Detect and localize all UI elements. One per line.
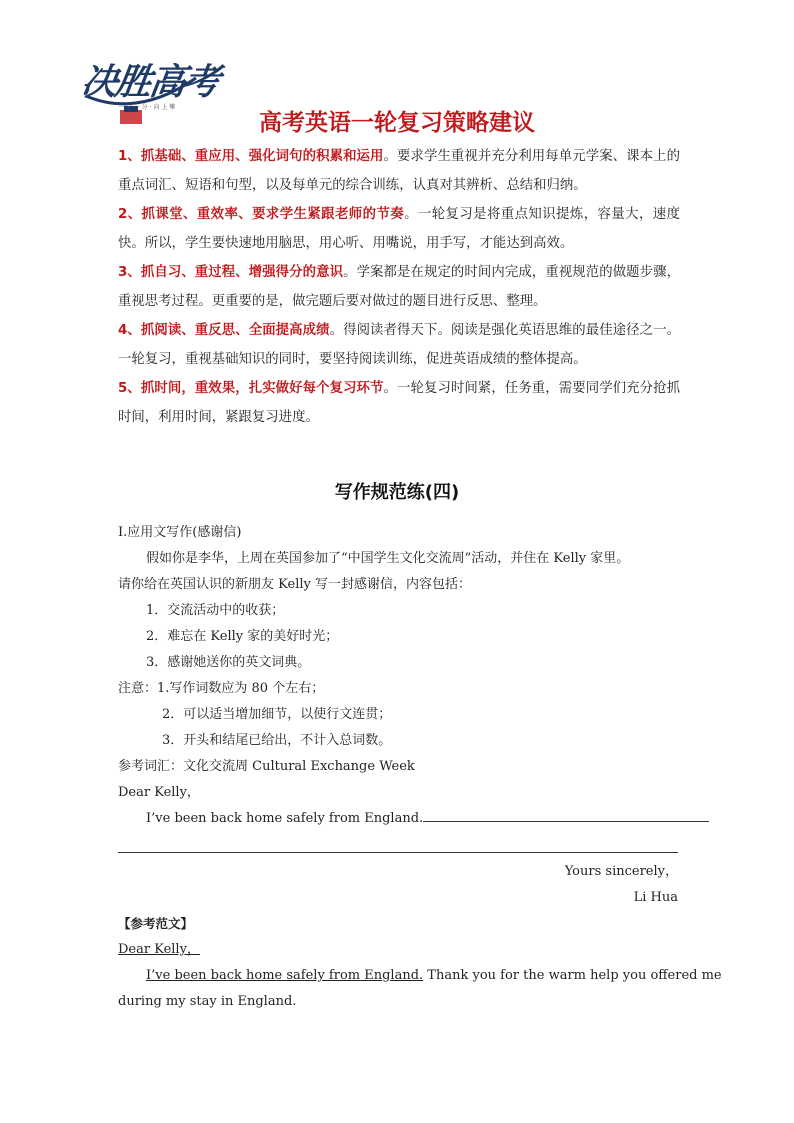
task-point: 2．难忘在 Kelly 家的美好时光； [146, 629, 339, 644]
writing-task [118, 520, 722, 1015]
tip-item [118, 142, 680, 200]
tip-highlight: 2、抓课堂、重效率、要求学生紧跟老师的节奏 [118, 207, 405, 222]
letter-closing: Yours sincerely， [564, 864, 678, 879]
task-notes-label: 注意：1.写作词数应为 80 个左右； [118, 681, 325, 696]
tip-item [118, 374, 680, 432]
sample-line: during my stay in England. [118, 994, 297, 1009]
tip-highlight: 1、抓基础、重应用、强化词句的积累和运用 [118, 149, 384, 164]
letter-salutation: Dear Kelly， [118, 785, 200, 800]
task-prompt-line: 请你给在英国认识的新朋友 Kelly 写一封感谢信，内容包括： [118, 577, 471, 592]
task-prompt-line: 假如你是李华，上周在英国参加了“中国学生文化交流周”活动，并住在 Kelly 家里。 [146, 551, 630, 566]
task-heading: Ⅰ.应用文写作(感谢信) [118, 525, 242, 540]
task-vocab: 参考词汇：文化交流周 Cultural Exchange Week [118, 759, 415, 774]
answer-blank[interactable] [423, 809, 709, 822]
tips-list [118, 142, 680, 432]
sample-label: 【参考范文】 [118, 916, 194, 931]
tip-item [118, 316, 680, 374]
tip-highlight: 5、抓时间，重效果，扎实做好每个复习环节 [118, 381, 384, 396]
answer-line[interactable] [118, 834, 678, 853]
tip-item [118, 200, 680, 258]
task-point: 1．交流活动中的收获； [146, 603, 285, 618]
page-title: 高考英语一轮复习策略建议 [259, 110, 535, 136]
letter-signature: Li Hua [633, 890, 678, 905]
tip-text: 。得阅读者得天下。阅读是强化英语思维的最佳途径之一。一轮复习，重视基础知识的同时，要坚持阅读训练，促进英语成绩的整体提高。 [118, 323, 680, 367]
task-note: 3．开头和结尾已给出，不计入总词数。 [162, 733, 392, 748]
sample-opening: I’ve been back home safely from England. [146, 968, 424, 983]
letter-opening: I’ve been back home safely from England. [146, 811, 424, 826]
task-note: 2．可以适当增加细节，以使行文连贯； [162, 707, 392, 722]
tip-text: 。一轮复习是将重点知识提炼，容量大，速度快。所以，学生要快速地用脑思，用心听、用嘴说，用手写，才能达到高效。 [118, 207, 680, 251]
logo-text: 决胜高考 [78, 61, 221, 103]
tip-item [118, 258, 680, 316]
tip-highlight: 3、抓自习、重过程、增强得分的意识 [118, 265, 344, 280]
sample-salutation: Dear Kelly， [118, 942, 200, 957]
tip-highlight: 4、抓阅读、重反思、全面提高成绩 [118, 323, 330, 338]
tip-text: 。要求学生重视并充分利用每单元学案、课本上的重点词汇、短语和句型，以及每单元的综合训练，认真对其辨析、总结和归纳。 [118, 149, 680, 193]
logo-subtitle: 一 分 一 分 · 向 上 攀 [118, 104, 176, 111]
section-title: 写作规范练(四) [334, 482, 460, 503]
sample-line-rest: Thank you for the warm help you offered me [423, 968, 722, 983]
task-point: 3．感谢她送你的英文词典。 [146, 655, 311, 670]
tip-text: 。学案都是在规定的时间内完成，重视规范的做题步骤，重视思考过程。更重要的是，做完题后要对做过的题目进行反思、整理。 [118, 265, 680, 309]
letter-opening-line [118, 806, 678, 832]
tip-text: 。一轮复习时间紧，任务重，需要同学们充分抢抓时间，利用时间，紧跟复习进度。 [118, 381, 680, 425]
sample-line [118, 963, 722, 989]
